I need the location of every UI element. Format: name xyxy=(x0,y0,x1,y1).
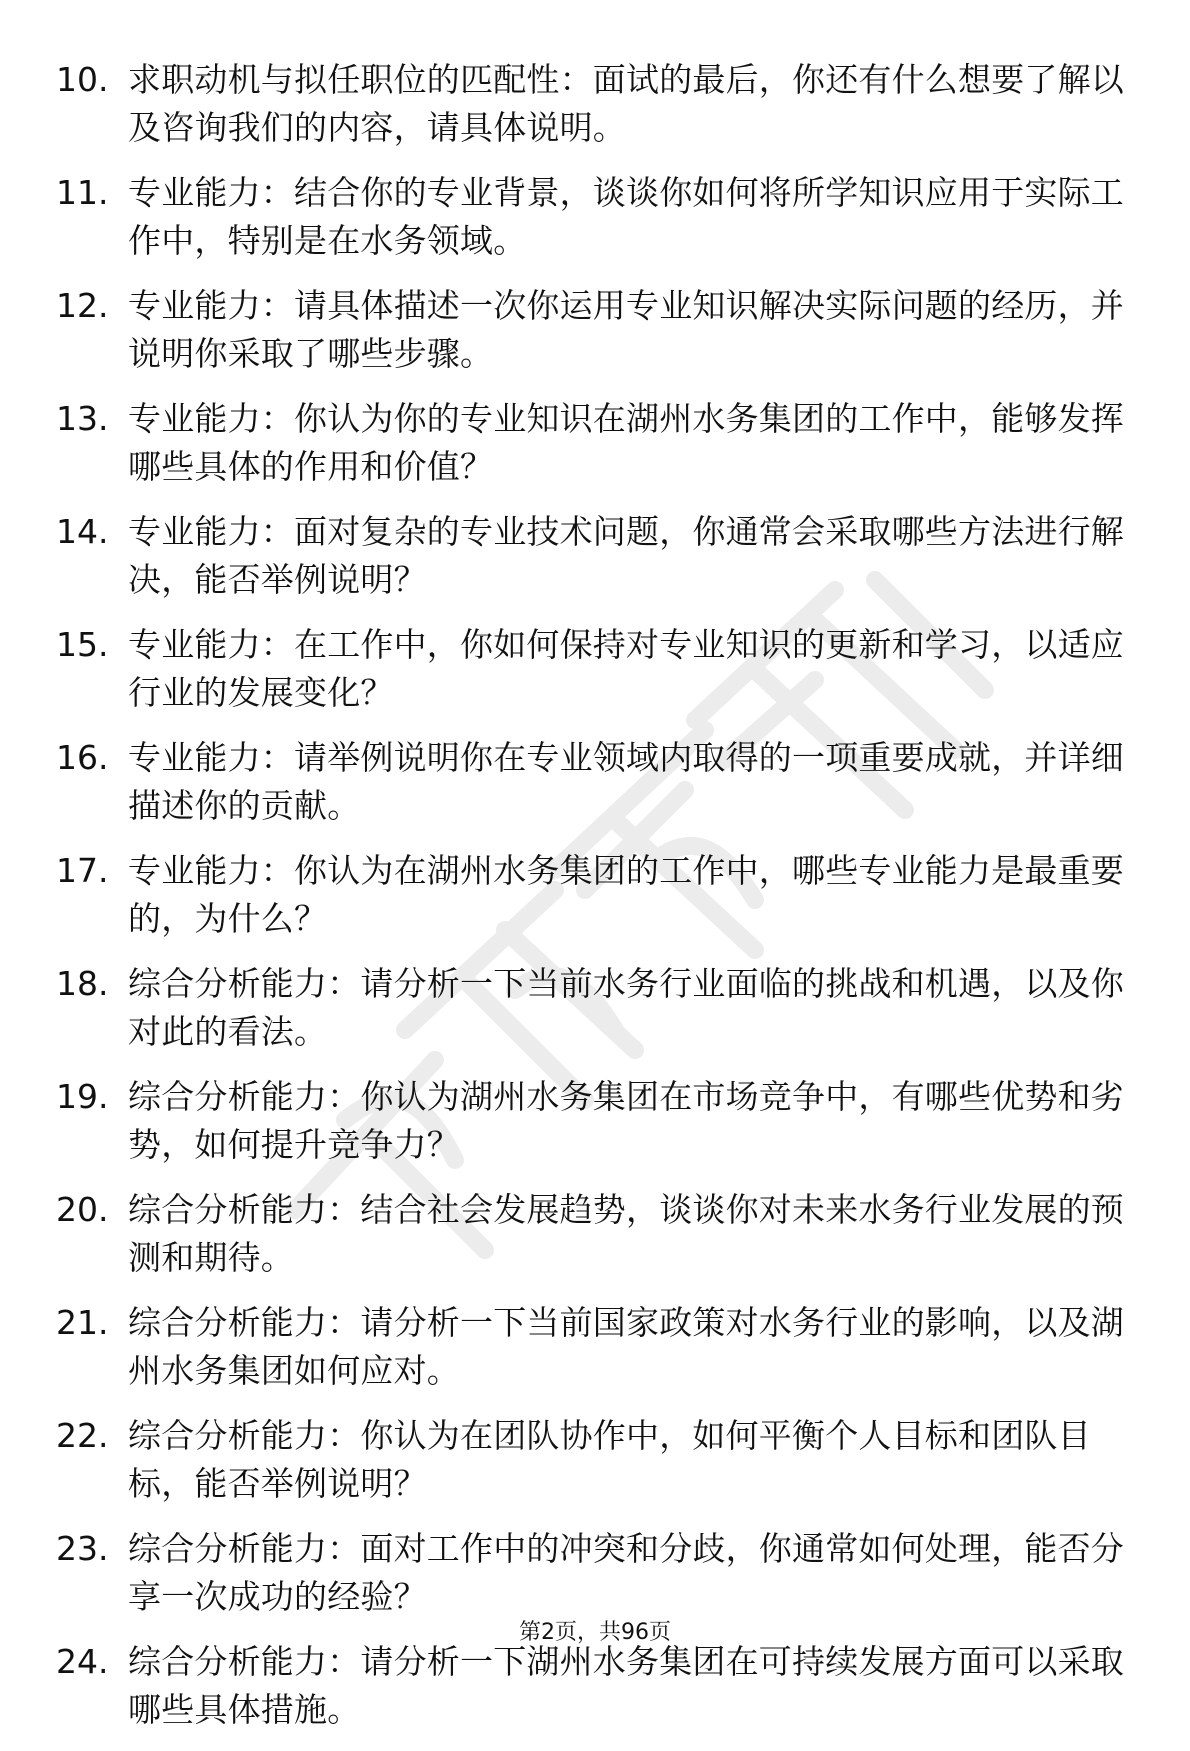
page-number-label: 第2页，共96页 xyxy=(519,1620,671,1645)
page-footer xyxy=(0,1618,1190,1648)
question-text: 综合分析能力：请分析一下当前国家政策对水务行业的影响，以及湖州水务集团如何应对。 xyxy=(128,1303,1124,1390)
list-item xyxy=(56,621,1126,717)
list-item xyxy=(56,1412,1126,1508)
question-text: 求职动机与拟任职位的匹配性：面试的最后，你还有什么想要了解以及咨询我们的内容，请具体说明。 xyxy=(128,60,1124,147)
question-text: 综合分析能力：请分析一下当前水务行业面临的挑战和机遇，以及你对此的看法。 xyxy=(128,964,1124,1051)
question-list xyxy=(56,56,1126,1751)
question-number: 23. xyxy=(56,1529,109,1568)
list-item xyxy=(56,1299,1126,1395)
list-item xyxy=(56,734,1126,830)
list-item xyxy=(56,1525,1126,1621)
question-text: 专业能力：请具体描述一次你运用专业知识解决实际问题的经历，并说明你采取了哪些步骤。 xyxy=(128,286,1124,373)
question-text: 综合分析能力：面对工作中的冲突和分歧，你通常如何处理，能否分享一次成功的经验？ xyxy=(128,1529,1124,1616)
question-number: 18. xyxy=(56,964,109,1003)
question-text: 专业能力：结合你的专业背景，谈谈你如何将所学知识应用于实际工作中，特别是在水务领域。 xyxy=(128,173,1124,260)
question-text: 综合分析能力：你认为湖州水务集团在市场竞争中，有哪些优势和劣势，如何提升竞争力？ xyxy=(128,1077,1124,1164)
list-item xyxy=(56,395,1126,491)
question-number: 11. xyxy=(56,173,109,212)
list-item xyxy=(56,56,1126,152)
question-number: 24. xyxy=(56,1642,109,1681)
question-text: 专业能力：在工作中，你如何保持对专业知识的更新和学习，以适应行业的发展变化？ xyxy=(128,625,1124,712)
question-text: 综合分析能力：你认为在团队协作中，如何平衡个人目标和团队目标，能否举例说明？ xyxy=(128,1416,1091,1503)
question-number: 21. xyxy=(56,1303,109,1342)
question-text: 综合分析能力：结合社会发展趋势，谈谈你对未来水务行业发展的预测和期待。 xyxy=(128,1190,1124,1277)
question-number: 22. xyxy=(56,1416,109,1455)
question-text: 专业能力：面对复杂的专业技术问题，你通常会采取哪些方法进行解决，能否举例说明？ xyxy=(128,512,1124,599)
list-item xyxy=(56,1186,1126,1282)
list-item xyxy=(56,1638,1126,1734)
question-text: 专业能力：你认为在湖州水务集团的工作中，哪些专业能力是最重要的，为什么？ xyxy=(128,851,1124,938)
question-text: 综合分析能力：请分析一下湖州水务集团在可持续发展方面可以采取哪些具体措施。 xyxy=(128,1642,1124,1729)
list-item xyxy=(56,847,1126,943)
list-item xyxy=(56,282,1126,378)
question-number: 19. xyxy=(56,1077,109,1116)
question-number: 17. xyxy=(56,851,109,890)
list-item xyxy=(56,508,1126,604)
question-number: 16. xyxy=(56,738,109,777)
list-item xyxy=(56,960,1126,1056)
question-number: 12. xyxy=(56,286,109,325)
question-number: 20. xyxy=(56,1190,109,1229)
question-number: 14. xyxy=(56,512,109,551)
list-item xyxy=(56,169,1126,265)
question-number: 15. xyxy=(56,625,109,664)
question-text: 专业能力：你认为你的专业知识在湖州水务集团的工作中，能够发挥哪些具体的作用和价值？ xyxy=(128,399,1124,486)
question-number: 10. xyxy=(56,60,109,99)
question-number: 13. xyxy=(56,399,109,438)
list-item xyxy=(56,1073,1126,1169)
question-text: 专业能力：请举例说明你在专业领域内取得的一项重要成就，并详细描述你的贡献。 xyxy=(128,738,1124,825)
